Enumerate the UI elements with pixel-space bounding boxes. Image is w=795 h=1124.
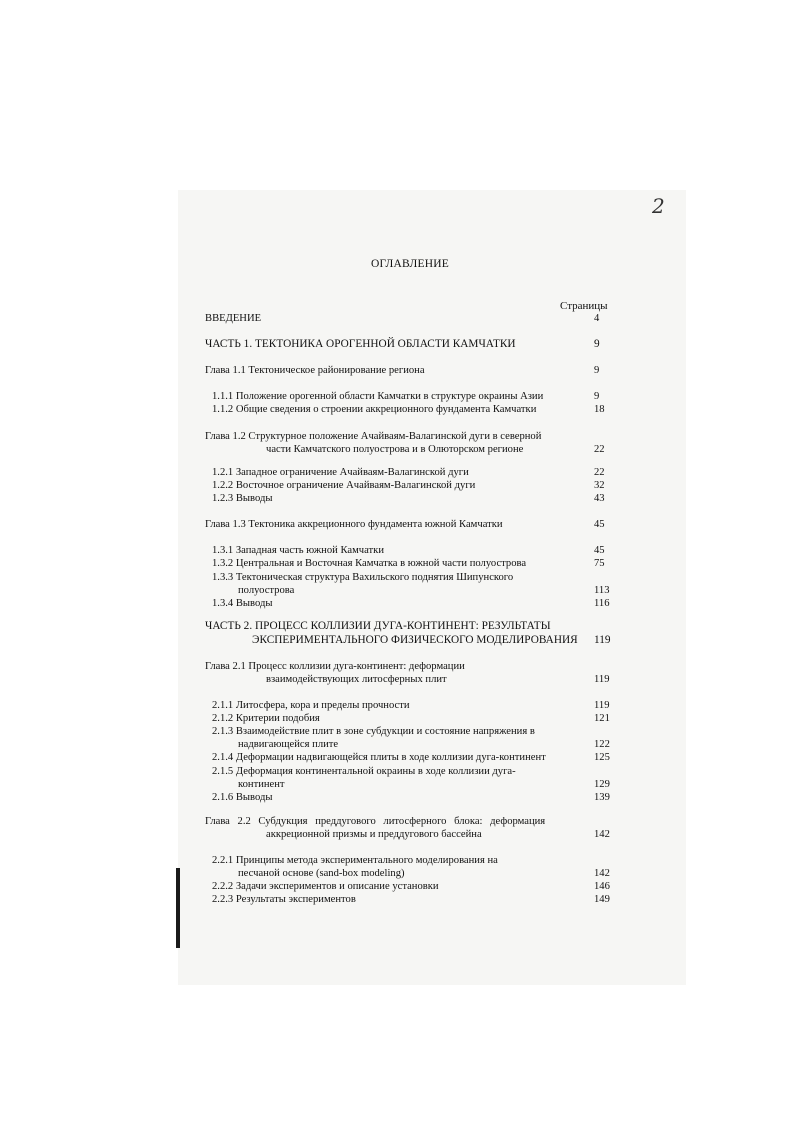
- binding-mark: [176, 868, 180, 948]
- handwritten-page-number: 2: [652, 194, 665, 218]
- toc-title: ОГЛАВЛЕНИЕ: [371, 258, 449, 270]
- pages-column-header: Страницы: [560, 300, 608, 312]
